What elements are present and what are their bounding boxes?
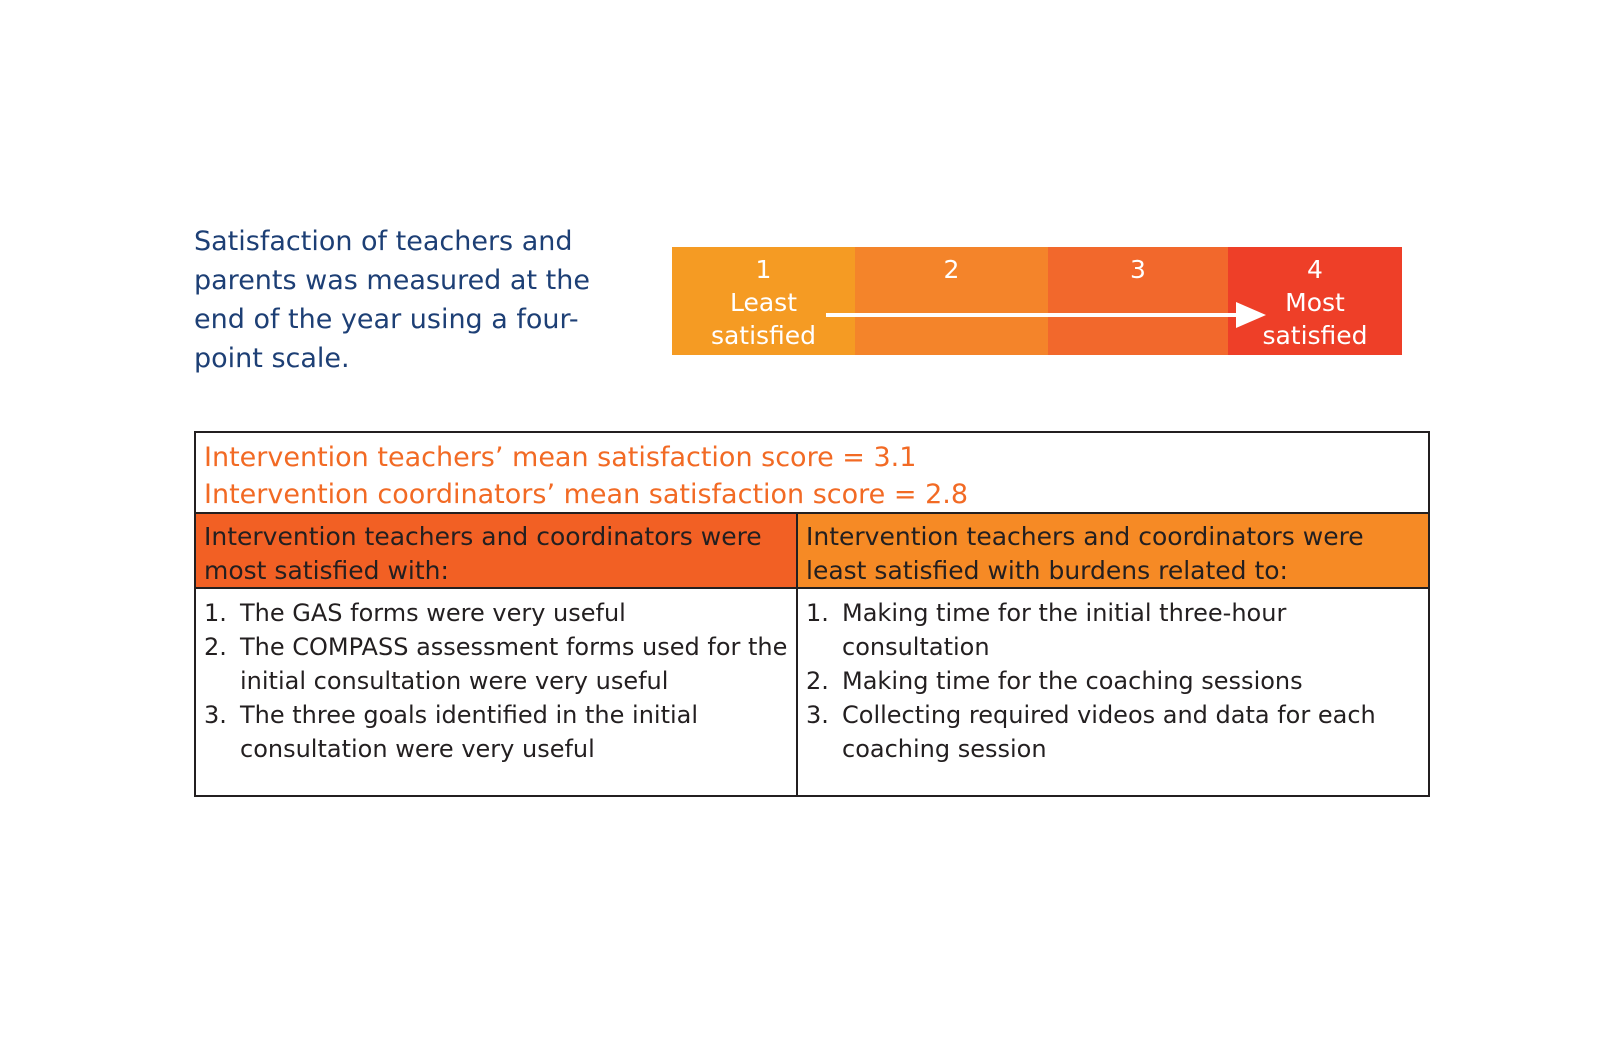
list-item [204,630,788,698]
list-item-number: 2. [806,667,829,695]
list-item-number: 1. [806,599,829,627]
list-item [204,596,788,630]
list-item-text: Collecting required videos and data for each coaching session [842,701,1376,763]
scale-label-most-line2: satisfied [1262,321,1368,350]
list-item [806,698,1420,766]
scale-label-least-line1: Least [729,288,798,317]
satisfaction-table [194,431,1430,797]
least-satisfied-column [798,514,1428,795]
list-item-number: 3. [806,701,829,729]
scale-number-2: 2 [943,255,960,284]
teachers-mean-score: Intervention teachers’ mean satisfaction score = 3.1 [204,442,917,473]
list-item-number: 2. [204,633,227,661]
least-satisfied-header: Intervention teachers and coordinators were least satisfied with burdens related to: [798,514,1428,589]
scale-arrow-icon [826,300,1266,330]
list-item-number: 3. [204,701,227,729]
coordinators-mean-score: Intervention coordinators’ mean satisfaction score = 2.8 [204,479,969,510]
scale-number-1: 1 [755,255,772,284]
scale-label-least-line2: satisfied [710,321,817,350]
list-item-text: Making time for the initial three-hour consultation [842,599,1287,661]
satisfaction-columns [196,514,1428,795]
list-item [806,596,1420,664]
list-item-text: The three goals identified in the initial consultation were very useful [240,701,699,763]
scale-number-4: 4 [1307,255,1323,284]
list-item [204,698,788,766]
list-item-text: Making time for the coaching sessions [842,667,1303,695]
least-satisfied-list [798,589,1428,766]
list-item-text: The GAS forms were very useful [240,599,626,627]
list-item-number: 1. [204,599,227,627]
scale-number-3: 3 [1130,255,1146,284]
list-item [806,664,1420,698]
arrow-head [1236,302,1266,328]
mean-scores [196,433,1428,514]
scale-label-most-line1: Most [1285,288,1345,317]
most-satisfied-list [196,589,796,766]
intro-text: Satisfaction of teachers and parents was measured at the end of the year using a four-point scale. [194,226,590,374]
most-satisfied-column [196,514,798,795]
most-satisfied-header: Intervention teachers and coordinators were most satisfied with: [196,514,796,589]
list-item-text: The COMPASS assessment forms used for the initial consultation were very useful [240,633,788,695]
